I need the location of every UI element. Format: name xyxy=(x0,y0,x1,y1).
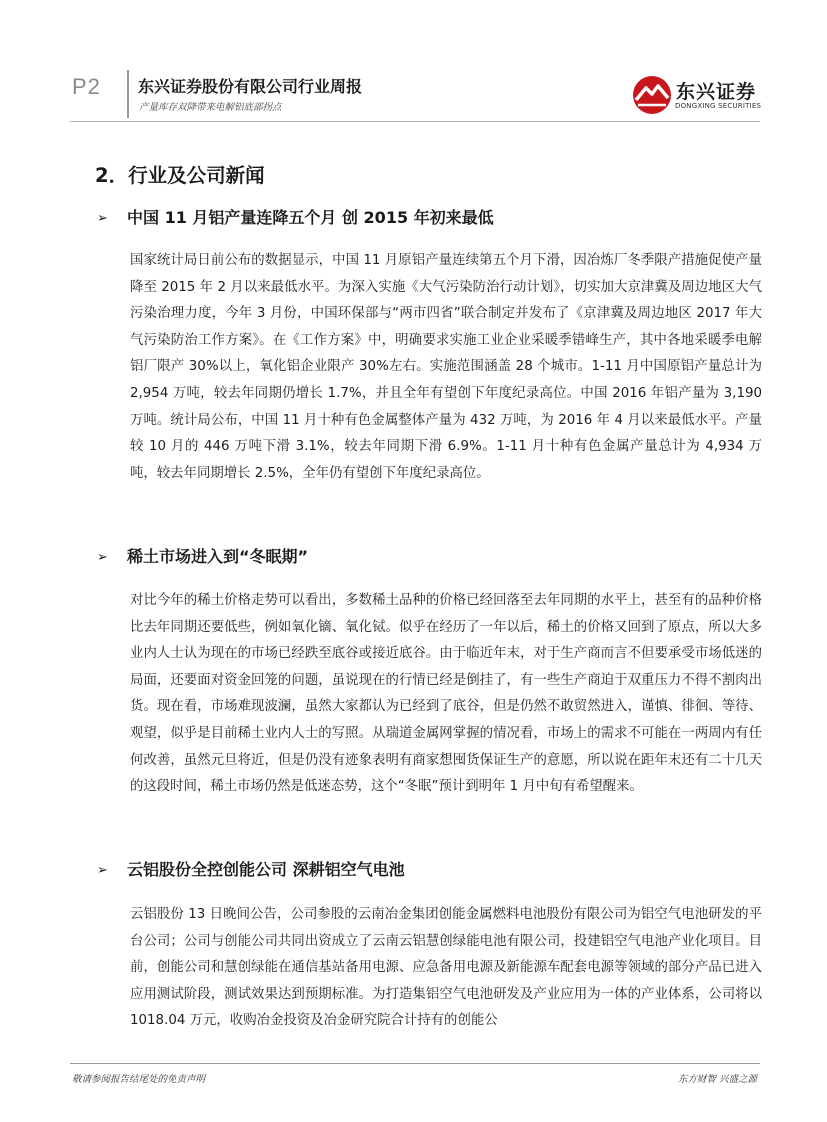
bullet-arrow-icon: ➢ xyxy=(97,550,108,565)
header-divider xyxy=(127,70,129,118)
header-rule xyxy=(70,121,760,122)
footer-rule xyxy=(70,1063,760,1064)
news-heading-3 xyxy=(97,857,405,880)
news-heading-text: 中国 11 月铝产量连降五个月 创 2015 年初来最低 xyxy=(127,208,494,227)
news-heading-text: 稀土市场进入到“冬眠期” xyxy=(127,547,309,566)
footer-slogan: 东方财智 兴盛之源 xyxy=(677,1074,757,1085)
bullet-arrow-icon: ➢ xyxy=(97,863,108,878)
news-body-3: 云铝股份 13 日晚间公告，公司参股的云南冶金集团创能金属燃料电池股份有限公司为铝空气电池研发的平台公司；公司与创能公司共同出资成立了云南云铝慧创绿能电池有限公司，投建铝空气电池产业化项目。目前，创能公司和慧创绿能在通信基站备用电源、应急备用电源及新能源车配套电源等领域的部分产品已进入应用测试阶段，测试效果达到预期标准。为打造集铝空气电池研发及产业应用为一体的产业体系，公司将以 1018.04 万元，收购冶金投资及冶金研究院合计持有的创能公 xyxy=(130,907,762,1029)
report-subtitle: 产量库存双降带来电解铝底部拐点 xyxy=(139,102,282,113)
bullet-arrow-icon: ➢ xyxy=(97,211,108,226)
section-title: 2．行业及公司新闻 xyxy=(95,164,265,187)
news-heading-text: 云铝股份全控创能公司 深耕铝空气电池 xyxy=(127,860,405,879)
news-heading-1 xyxy=(97,205,494,228)
logo-name-en: DONGXING SECURITIES xyxy=(675,102,762,110)
page-number: P2 xyxy=(72,74,101,99)
logo-mark-icon xyxy=(630,74,674,116)
news-body-2: 对比今年的稀土价格走势可以看出，多数稀土品种的价格已经回落至去年同期的水平上，甚至有的品种价格比去年同期还要低些，例如氧化镝、氧化铽。似乎在经历了一年以后，稀土的价格又回到了原点，所以大多业内人士认为现在的市场已经跌至底谷或接近底谷。由于临近年末，对于生产商而言不但要承受市场低迷的局面，还要面对资金回笼的问题，虽说现在的行情已经是倒挂了，有一些生产商迫于双重压力不得不割肉出货。现在看，市场难现波澜，虽然大家都认为已经到了底谷，但是仍然不敢贸然进入，谨慎、徘徊、等待、观望，似乎是目前稀土业内人士的写照。从瑞道金属网掌握的情况看，市场上的需求不可能在一两周内有任何改善，虽然元旦将近，但是仍没有迹象表明有商家想囤货保证生产的意愿，所以说在距年末还有二十几天的这段时间，稀土市场仍然是低迷态势，这个“冬眠”预计到明年 1 月中旬有希望醒来。 xyxy=(130,593,762,795)
news-body-1: 国家统计局日前公布的数据显示，中国 11 月原铝产量连续第五个月下滑，因冶炼厂冬季限产措施促使产量降至 2015 年 2 月以来最低水平。为深入实施《大气污染防治行动计划》，切实加大京津冀及周边地区大气污染治理力度，今年 3 月份，中国环保部与“两市四省”联合制定并发布了《京津冀及周边地区 2017 年大气污染防治工作方案》。在《工作方案》中，明确要求实施工业企业采暖季错峰生产，其中各地采暖季电解铝厂限产 30%以上，氧化铝企业限产 30%左右。实施范围涵盖 28 个城市。1-11 月中国原铝产量总计为 2,954 万吨，较去年同期仍增长 1.7%，并且全年有望创下年度纪录高位。中国 2016 年铝产量为 3,190 万吨。统计局公布，中国 11 月十种有色金属整体产量为 432 万吨，为 2016 年 4 月以来最低水平。产量较 10 月的 446 万吨下滑 3.1%，较去年同期下滑 6.9%。1-11 月十种有色金属产量总计为 4,934 万吨，较去年同期增长 2.5%，全年仍有望创下年度纪录高位。 xyxy=(130,253,762,481)
logo-name-cn: 东兴证券 xyxy=(676,81,757,103)
company-logo xyxy=(630,72,760,118)
report-title: 东兴证券股份有限公司行业周报 xyxy=(138,77,363,96)
news-heading-2 xyxy=(97,544,308,567)
footer-disclaimer: 敬请参阅报告结尾处的免责声明 xyxy=(72,1074,206,1085)
